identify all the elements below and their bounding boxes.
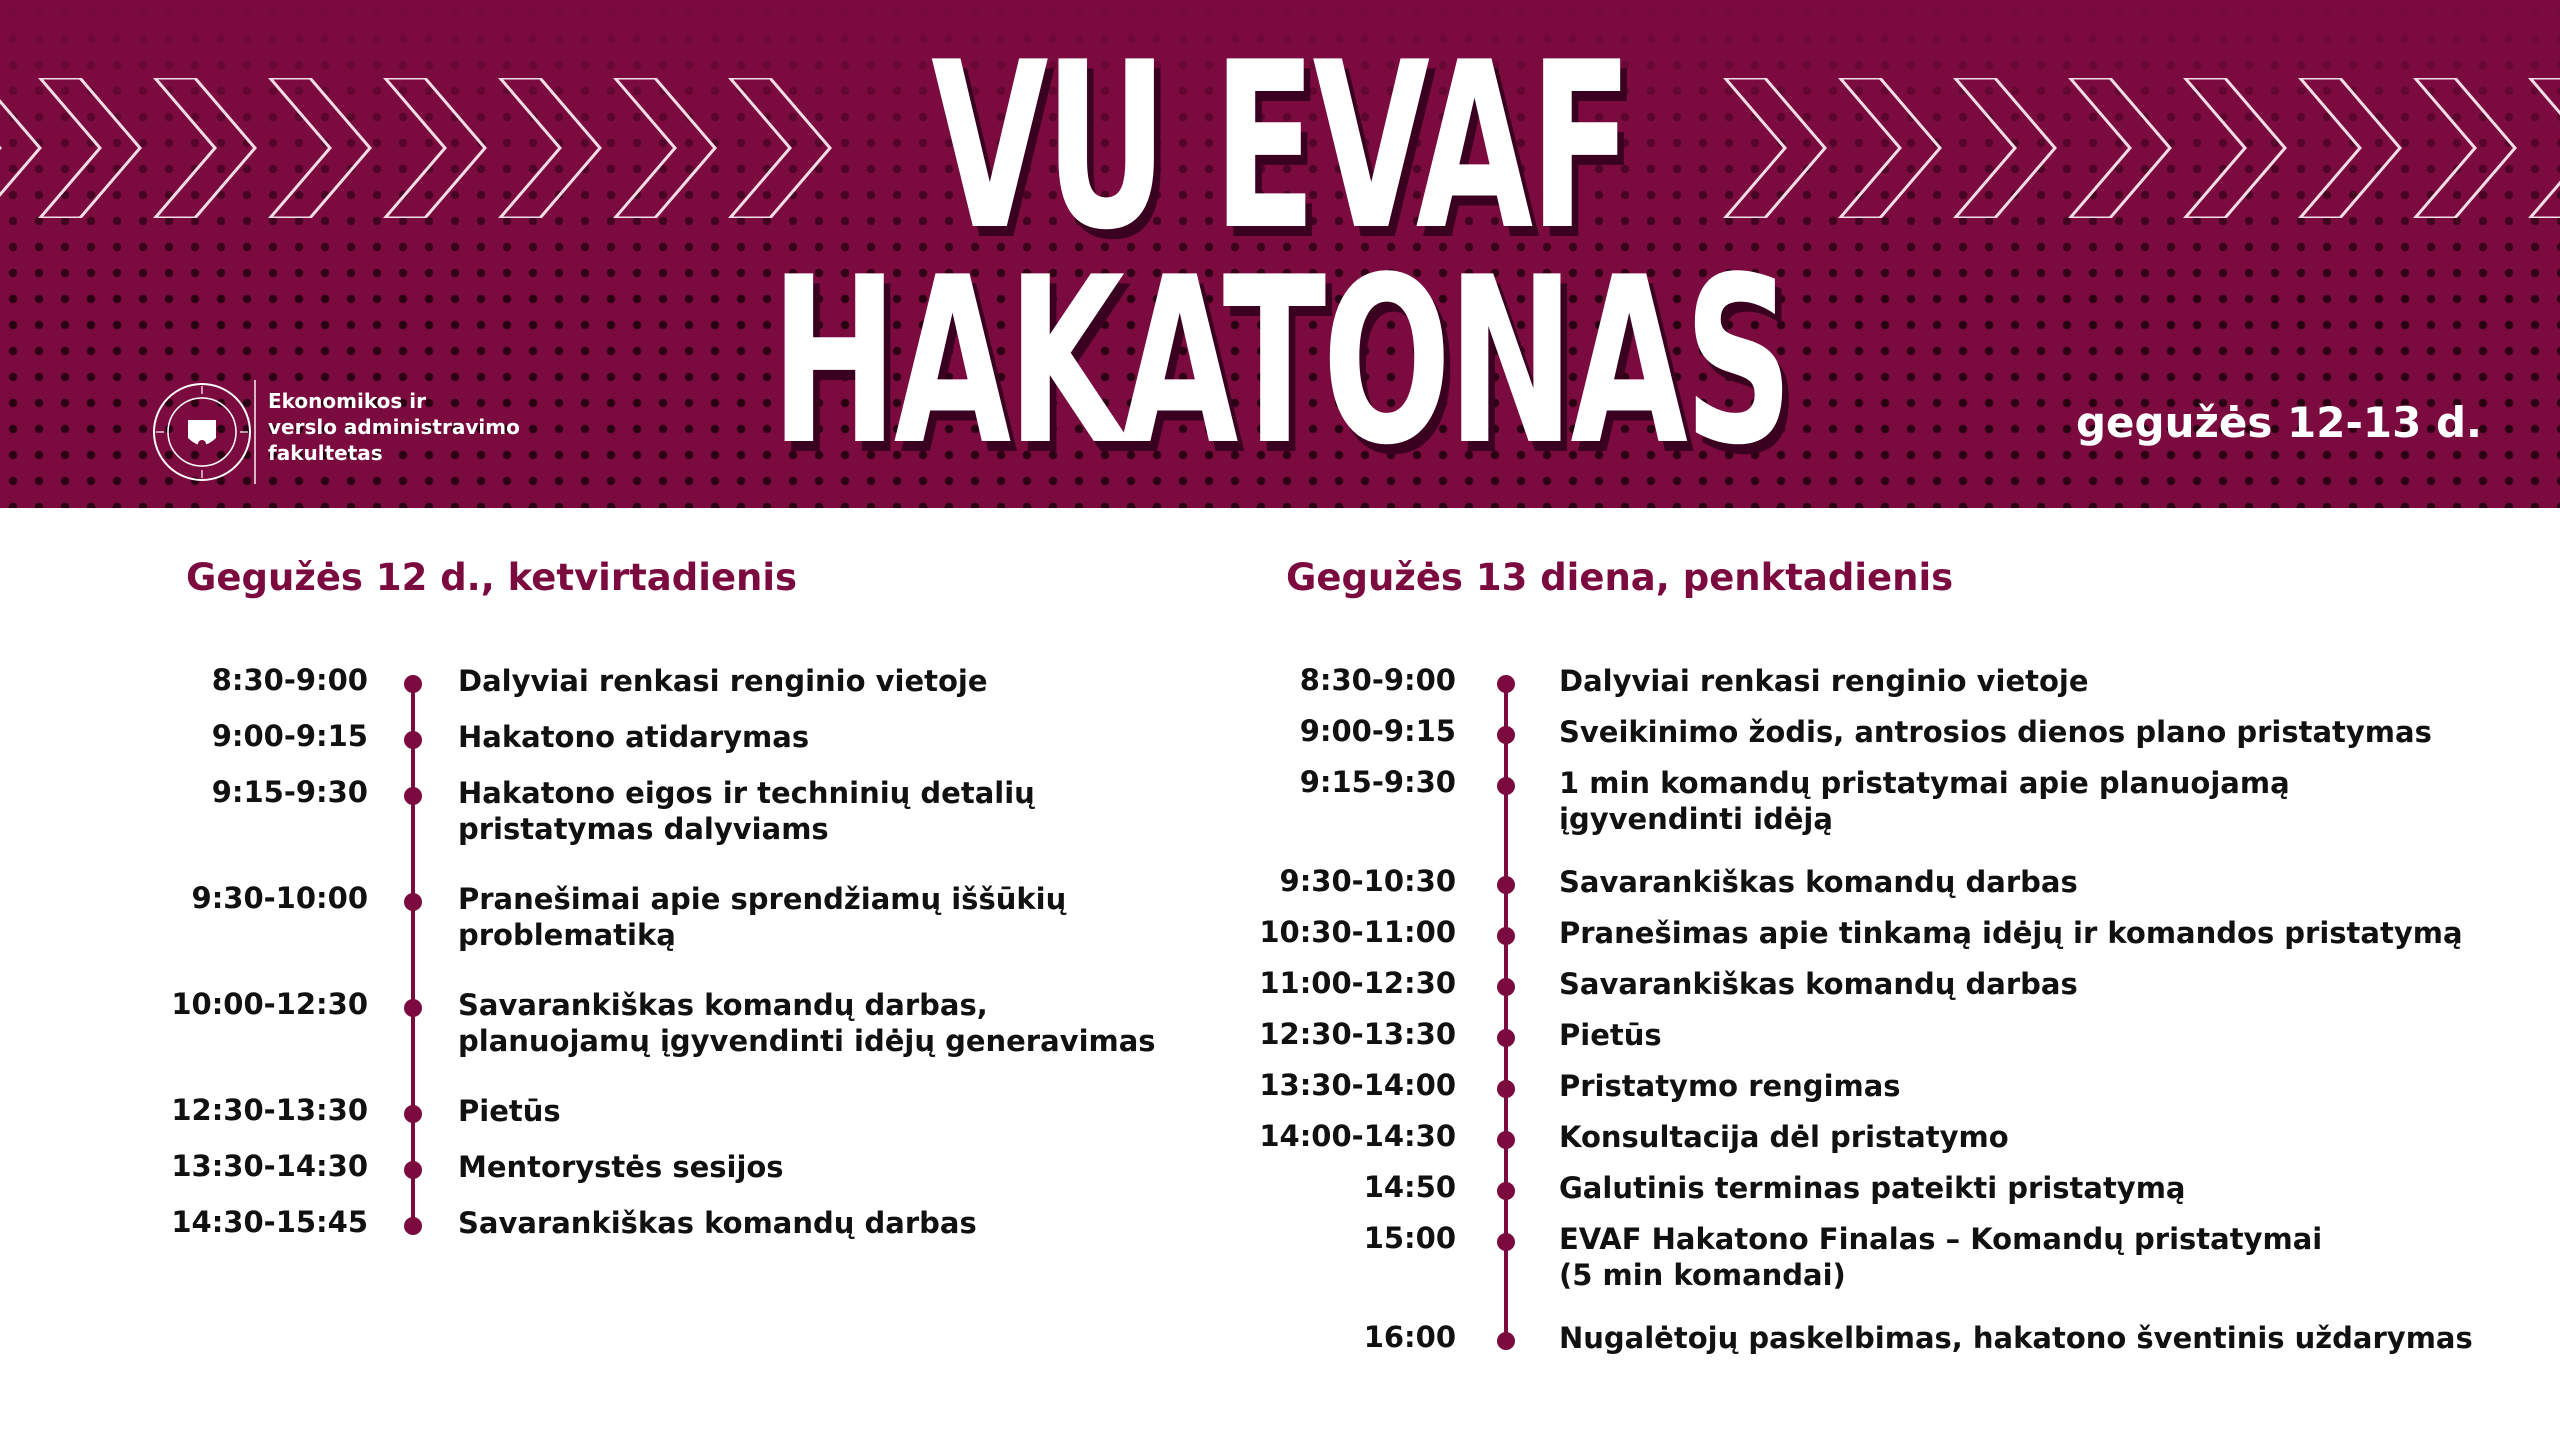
schedule-time: 8:30-9:00: [211, 663, 368, 697]
schedule-time: 11:00-12:30: [1259, 966, 1456, 1000]
timeline-dot: [1497, 675, 1515, 693]
schedule-activity: Pristatymo rengimas: [1559, 1069, 1901, 1103]
schedule-activity: Konsultacija dėl pristatymo: [1559, 1120, 2009, 1154]
event-title-line1: VU EVAF: [931, 14, 1629, 281]
schedule-activity: Pietūs: [458, 1094, 561, 1128]
schedule-time: 14:30-15:45: [171, 1205, 368, 1239]
timeline-dot: [1497, 876, 1515, 894]
timeline-dot: [404, 731, 422, 749]
timeline-dot: [404, 787, 422, 805]
timeline-dot: [1497, 1233, 1515, 1251]
schedule-activity: Nugalėtojų paskelbimas, hakatono šventinis uždarymas: [1559, 1321, 2473, 1355]
schedule-time: 12:30-13:30: [1259, 1017, 1456, 1051]
schedule-activity: Pietūs: [1559, 1018, 1662, 1052]
timeline-dot: [1497, 726, 1515, 744]
schedule-activity: Sveikinimo žodis, antrosios dienos plano pristatymas: [1559, 715, 2432, 749]
timeline-dot: [1497, 1332, 1515, 1350]
schedule-time: 16:00: [1363, 1320, 1456, 1354]
event-title-line2: HAKATONAS: [770, 229, 1790, 496]
timeline-dot: [404, 1161, 422, 1179]
schedule-time: 15:00: [1363, 1221, 1456, 1255]
day2-title: Gegužės 13 diena, penktadienis: [1286, 556, 1954, 599]
schedule-activity: Savarankiškas komandų darbas: [458, 1206, 977, 1240]
schedule-activity: Savarankiškas komandų darbas,: [458, 988, 988, 1022]
timeline-dot: [1497, 1029, 1515, 1047]
schedule-activity: Dalyviai renkasi renginio vietoje: [458, 664, 988, 698]
schedule-activity: Savarankiškas komandų darbas: [1559, 865, 2078, 899]
header-banner: [0, 0, 2560, 508]
faculty-name-line: Ekonomikos ir: [268, 389, 426, 413]
faculty-name-line: verslo administravimo: [268, 415, 520, 439]
schedule-time: 9:00-9:15: [211, 719, 368, 753]
schedule-activity: Hakatono eigos ir techninių detalių: [458, 776, 1035, 810]
schedule-time: 13:30-14:00: [1259, 1068, 1456, 1102]
day1-title: Gegužės 12 d., ketvirtadienis: [186, 556, 798, 599]
schedule-activity: (5 min komandai): [1559, 1258, 1846, 1292]
timeline-line: [411, 684, 415, 1226]
schedule-time: 9:15-9:30: [1299, 765, 1456, 799]
timeline-dot: [404, 893, 422, 911]
timeline-dot: [404, 1217, 422, 1235]
schedule-time: 12:30-13:30: [171, 1093, 368, 1127]
logo-divider: [254, 380, 256, 484]
timeline-dot: [1497, 927, 1515, 945]
schedule-time: 8:30-9:00: [1299, 663, 1456, 697]
event-title: [435, 14, 2125, 496]
schedule-time: 14:00-14:30: [1259, 1119, 1456, 1153]
schedule-time: 9:30-10:30: [1279, 864, 1456, 898]
schedule-time: 14:50: [1363, 1170, 1456, 1204]
schedule-activity: Mentorystės sesijos: [458, 1150, 784, 1184]
schedule-activity: pristatymas dalyviams: [458, 812, 829, 846]
faculty-name-line: fakultetas: [268, 441, 383, 465]
timeline-dot: [404, 675, 422, 693]
timeline-dot: [404, 999, 422, 1017]
timeline-dot: [1497, 1182, 1515, 1200]
schedule-activity: įgyvendinti idėją: [1559, 802, 1833, 836]
schedule-activity: Savarankiškas komandų darbas: [1559, 967, 2078, 1001]
timeline-dot: [1497, 1080, 1515, 1098]
timeline-dot: [404, 1105, 422, 1123]
schedule-activity: Pranešimai apie sprendžiamų iššūkių: [458, 882, 1067, 916]
schedule-activity: Hakatono atidarymas: [458, 720, 810, 754]
schedule-time: 10:30-11:00: [1259, 915, 1456, 949]
schedule-time: 13:30-14:30: [171, 1149, 368, 1183]
schedule-activity: Galutinis terminas pateikti pristatymą: [1559, 1171, 2186, 1205]
faculty-name: [268, 388, 520, 466]
schedule-time: 10:00-12:30: [171, 987, 368, 1021]
timeline-dot: [1497, 978, 1515, 996]
schedule-time: 9:00-9:15: [1299, 714, 1456, 748]
timeline-dot: [1497, 1131, 1515, 1149]
schedule-time: 9:15-9:30: [211, 775, 368, 809]
event-dates: gegužės 12-13 d.: [2075, 398, 2482, 447]
schedule-time: 9:30-10:00: [191, 881, 368, 915]
schedule-activity: planuojamų įgyvendinti idėjų generavimas: [458, 1024, 1156, 1058]
vilnius-university-seal-icon: [148, 378, 268, 498]
schedule-activity: Dalyviai renkasi renginio vietoje: [1559, 664, 2089, 698]
schedule-activity: Pranešimas apie tinkamą idėjų ir komandos pristatymą: [1559, 916, 2463, 950]
schedule-activity: EVAF Hakatono Finalas – Komandų pristatymai: [1559, 1222, 2323, 1256]
timeline-dot: [1497, 777, 1515, 795]
schedule-activity: 1 min komandų pristatymai apie planuojamą: [1559, 766, 2290, 800]
schedule-activity: problematiką: [458, 918, 676, 952]
